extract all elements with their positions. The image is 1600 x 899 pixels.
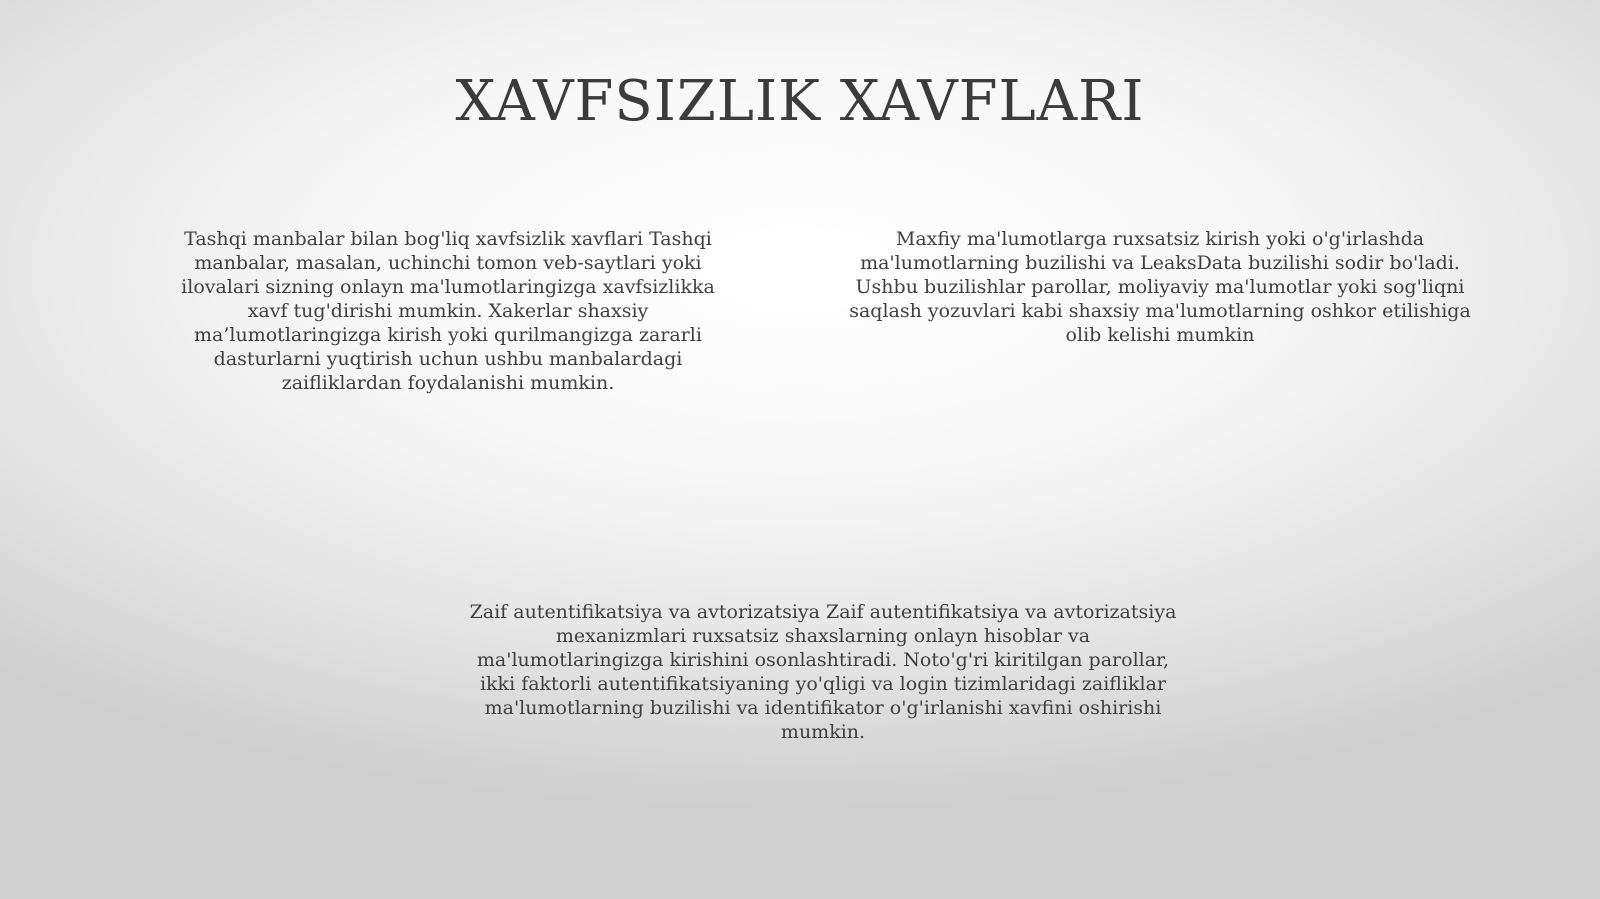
paragraph-data-breaches: Maxfiy ma'lumotlarga ruxsatsiz kirish yoki o'g'irlashda ma'lumotlarning buzilishi va LeaksData buzilishi sodir bo'ladi. Ushbu buzilishlar parollar, moliyaviy ma'lumotlar yoki sog'liqni saqlash yozuvlari kabi shaxsiy ma'lumotlarning oshkor etilishiga olib kelishi mumkin bbox=[849, 228, 1471, 346]
paragraph-external-sources-risks: Tashqi manbalar bilan bog'liq xavfsizlik xavflari Tashqi manbalar, masalan, uchinchi tomon veb-saytlari yoki ilovalari sizning onlayn ma'lumotlaringizga xavfsizlikka xavf tug'dirishi mumkin. Xakerlar shaxsiy ma’lumotlaringizga kirish yoki qurilmangizga zararli dasturlarni yuqtirish uchun ushbu manbalardagi zaifliklardan foydalanishi mumkin. bbox=[181, 228, 715, 394]
slide-title: XAVFSIZLIK XAVFLARI bbox=[455, 69, 1145, 134]
paragraph-weak-authentication: Zaif autentifikatsiya va avtorizatsiya Zaif autentifikatsiya va avtorizatsiya mexanizmlari ruxsatsiz shaxslarning onlayn hisoblar va ma'lumotlaringizga kirishini osonlashtiradi. Noto'g'ri kiritilgan parollar, ikki faktorli autentifikatsiyaning yo'qligi va login tizimlaridagi zaifliklar ma'lumotlarning buzilishi va identifikator o'g'irlanishi xavfini oshirishi mumkin. bbox=[469, 601, 1177, 743]
